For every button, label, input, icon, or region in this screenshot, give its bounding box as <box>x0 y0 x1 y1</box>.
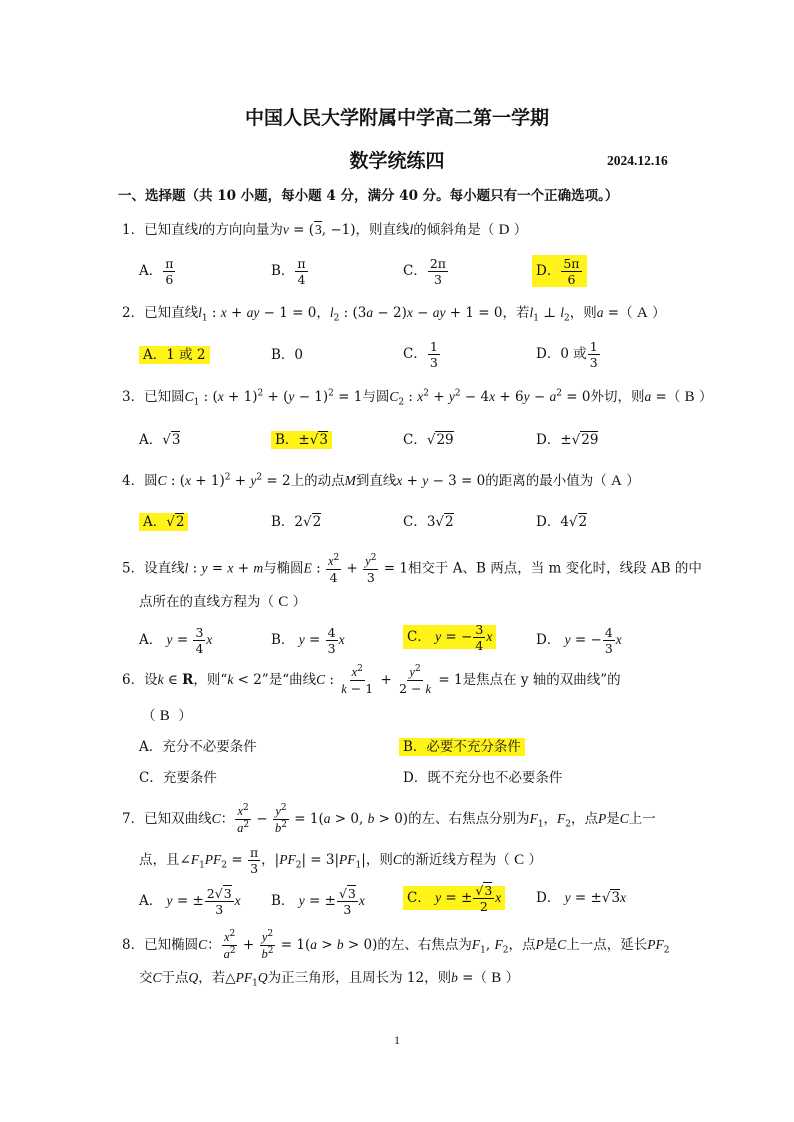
option-7c: C． y = ± $\frac{√3}{2}$ x <box>403 883 505 914</box>
question-4: 4．圆C : $(x + 1)^2 + y^2 = 2$上的动点M到直线x + y − 3 = 0的距离的最小值为（ A ） <box>122 472 640 489</box>
option-2d: D．0 或 $\frac{1}{3}$ <box>536 339 598 370</box>
question-8: 8．已知椭圆C： $\frac{x^2}{a^2}$ + $\frac{y^2}{b^2}$ = 1(a > b > 0)的左、右焦点为$F_1$, $F_2$，点P是C上一点，延长$PF_2$ <box>122 928 670 961</box>
option-5d: D． y = − $\frac{4}{3}$ x <box>536 625 622 656</box>
option-4c: C．3√2 <box>403 514 454 530</box>
answer-5: C <box>278 594 289 610</box>
option-1d: D． $\frac{5\pi}{6}$ <box>532 256 587 287</box>
option-5c: C． y = − $\frac{3}{4}$ x <box>403 622 496 653</box>
option-7a: A． y = ± $\frac{2√3}{3}$ x <box>139 886 241 917</box>
answer-6: B <box>159 708 170 724</box>
option-3a: A．√3 <box>139 432 181 448</box>
answer-8: B <box>491 970 502 986</box>
option-6c: C．充要条件 <box>139 770 217 786</box>
question-5: 5．设直线l : y = x + m与椭圆E : $\frac{x^2}{4}$ + $\frac{y^2}{3}$ = 1相交于 A、B 两点，当 m 变化时，线段 AB 的中 <box>122 552 702 585</box>
option-6d: D．既不充分也不必要条件 <box>403 770 563 786</box>
option-2a: A．1 或 2 <box>139 346 210 364</box>
option-6b: B．必要不充分条件 <box>399 738 525 756</box>
exam-date: 2024.12.16 <box>607 153 668 168</box>
option-7d: D． y = ±√3x <box>536 890 627 906</box>
option-2b: B．0 <box>271 347 304 363</box>
page-number: 1 <box>394 1033 400 1047</box>
answer-2: A <box>636 305 648 321</box>
option-4b: B．2√2 <box>271 514 322 530</box>
question-7: 7．已知双曲线C： $\frac{x^2}{a^2}$ − $\frac{y^2}{b^2}$ = 1(a > 0, b > 0)的左、右焦点分别为$F_1$，$F_2$，点P是C上一 <box>122 802 656 835</box>
answer-7: C <box>514 852 525 868</box>
page-subtitle: 数学统练四 <box>349 150 445 172</box>
question-7-line2: 点，且$\angle F_1PF_2$ = $\frac{\pi}{3}$ ，$|PF_2| = 3|PF_1|$，则C的渐近线方程为（ C ） <box>139 845 542 876</box>
question-1: 1．已知直线l的方向向量为v = (3, −1)，则直线l的倾斜角是（ D ） <box>122 222 528 238</box>
section-heading: 一、选择题（共 10 小题，每小题 4 分，满分 40 分。每小题只有一个正确选项。） <box>118 188 619 204</box>
option-5b: B． y = $\frac{4}{3}$ x <box>271 625 345 656</box>
option-5a: A． y = $\frac{3}{4}$ x <box>139 625 213 656</box>
option-3d: D．±√29 <box>536 432 599 448</box>
question-6-line2: （ B ） <box>142 708 192 724</box>
option-6a: A．充分不必要条件 <box>139 739 257 755</box>
answer-4: A <box>611 473 622 489</box>
option-4d: D．4√2 <box>536 514 588 530</box>
option-2c: C． $\frac{1}{3}$ <box>403 339 438 370</box>
question-5-line2: 点所在的直线方程为（ C ） <box>139 594 307 610</box>
answer-3: B <box>684 389 695 405</box>
answer-1: D <box>498 222 510 238</box>
option-1a: A． $\frac{\pi}{6}$ <box>139 256 174 287</box>
option-3b: B．±√3 <box>271 431 332 449</box>
question-3: 3．已知圆$C_1$ : $(x + 1)^2 + (y - 1)^2 = 1$与圆$C_2$ : $x^2 + y^2 - 4x + 6y - a^2 = 0$外切，则a =（ B ） <box>122 388 713 408</box>
option-3c: C．√29 <box>403 432 454 448</box>
question-2: 2．已知直线$l_1$ : x + ay − 1 = 0，$l_2$ : (3a − 2)x − ay + 1 = 0，若$l_1$ ⊥ $l_2$，则a =（ A ） <box>122 305 666 324</box>
option-1c: C． $\frac{2\pi}{3}$ <box>403 256 447 287</box>
question-8-line2: 交C于点Q，若$\triangle PF_1Q$为正三角形，且周长为 12，则b =（ B ） <box>139 970 520 989</box>
page-title: 中国人民大学附属中学高二第一学期 <box>244 107 549 129</box>
option-7b: B． y = ± $\frac{√3}{3}$ x <box>271 886 365 917</box>
question-6: 6．设k ∈ R，则“k < 2”是“曲线C : $\frac{x^2}{k - 1}$ + $\frac{y^2}{2 - k}$ = 1是焦点在 y 轴的双曲线”的 <box>122 663 621 696</box>
option-4a: A．√2 <box>139 513 188 531</box>
option-1b: B． $\frac{\pi}{4}$ <box>271 256 306 287</box>
